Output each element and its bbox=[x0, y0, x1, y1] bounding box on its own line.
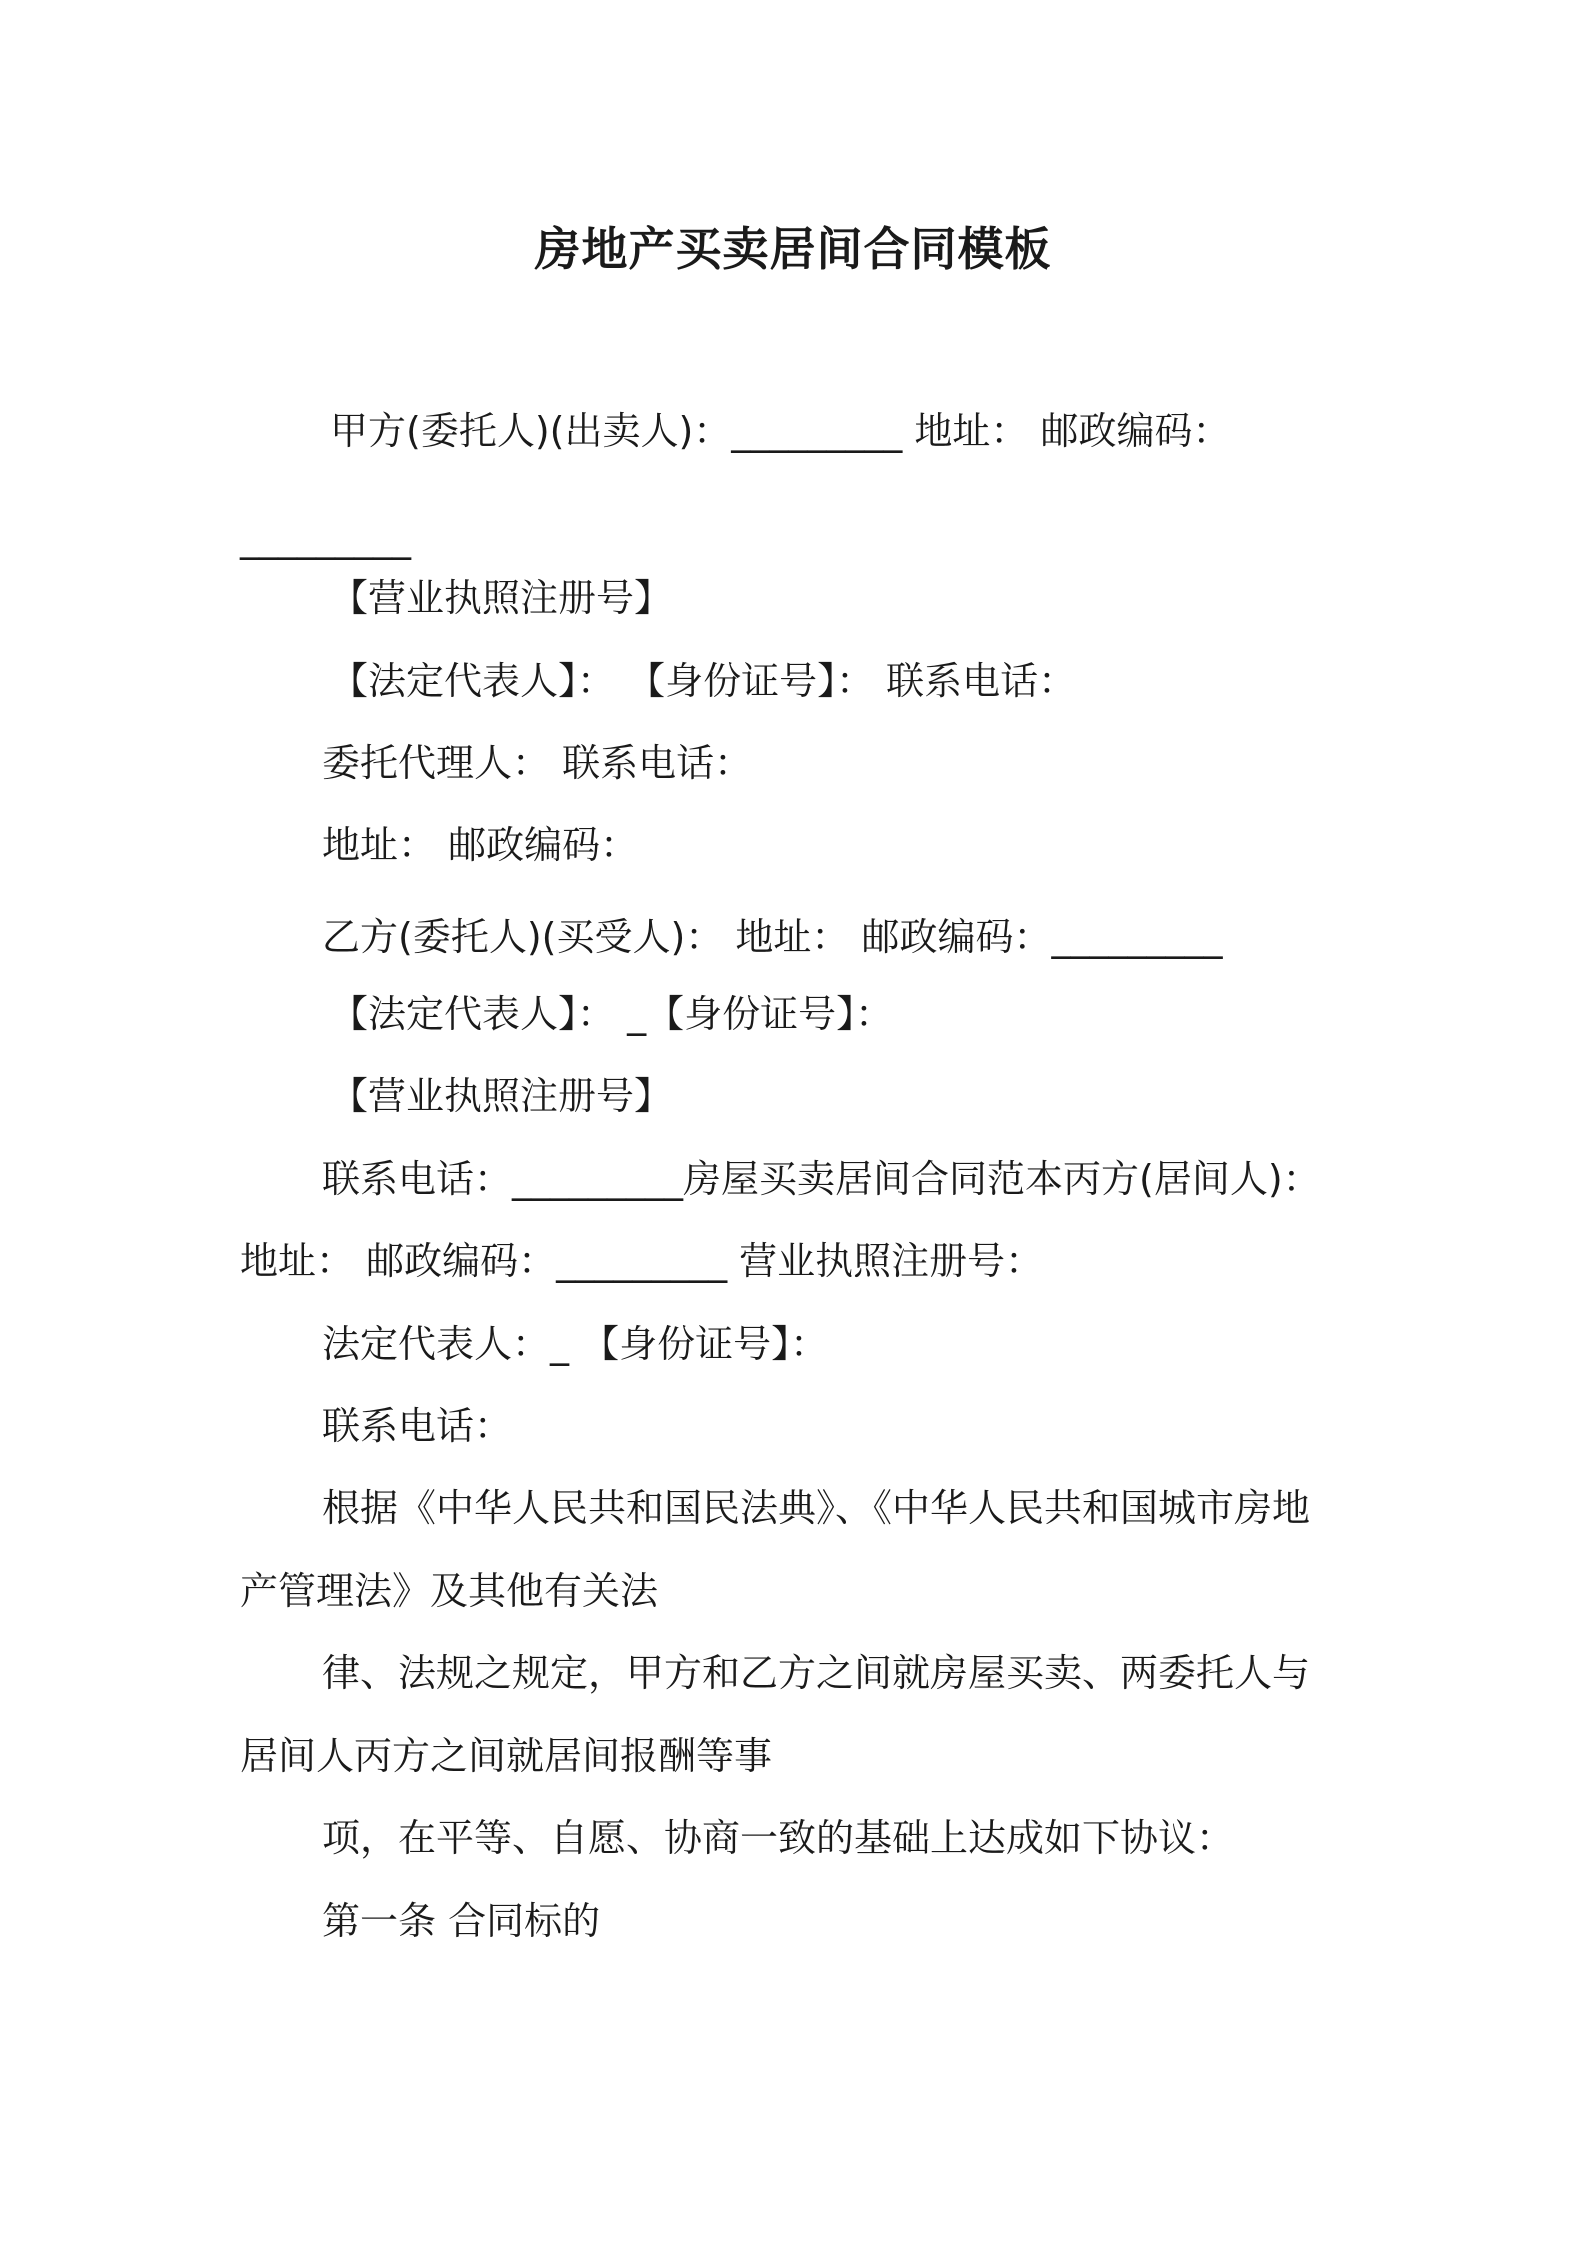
party-c-legal-rep: 法定代表人：_ 【身份证号】： bbox=[322, 1322, 829, 1366]
preamble-line-5: 项，在平等、自愿、协商一致的基础上达成如下协议： bbox=[322, 1816, 1235, 1860]
preamble-line-1: 根据《中华人民共和国民法典》、《中华人民共和国城市房地 bbox=[322, 1486, 1311, 1530]
party-a-address: 地址： 邮政编码： bbox=[322, 823, 639, 867]
party-b-line: 乙方(委托人)(买受人)： 地址： 邮政编码：_________ bbox=[322, 915, 1223, 959]
party-a-line: 甲方(委托人)(出卖人)：_________ 地址： 邮政编码： bbox=[330, 409, 1231, 453]
party-a-agent: 委托代理人： 联系电话： bbox=[322, 741, 753, 785]
preamble-line-3: 律、法规之规定，甲方和乙方之间就房屋买卖、两委托人与 bbox=[322, 1651, 1311, 1695]
party-c-phone: 联系电话： bbox=[322, 1404, 513, 1448]
preamble-line-2: 产管理法》及其他有关法 bbox=[240, 1569, 659, 1613]
party-a-legal-rep: 【法定代表人】： 【身份证号】： 联系电话： bbox=[330, 659, 1077, 703]
preamble-line-4: 居间人丙方之间就居间报酬等事 bbox=[240, 1734, 773, 1778]
party-b-phone-party-c: 联系电话：_________房屋买卖居间合同范本丙方(居间人)： bbox=[322, 1157, 1321, 1201]
party-c-address: 地址： 邮政编码：_________ 营业执照注册号： bbox=[240, 1239, 1044, 1283]
party-b-business-license: 【营业执照注册号】 bbox=[330, 1074, 673, 1118]
party-a-business-license: 【营业执照注册号】 bbox=[330, 576, 673, 620]
party-b-legal-rep: 【法定代表人】： _【身份证号】： bbox=[330, 992, 894, 1036]
party-a-postcode-blank: _________ bbox=[240, 516, 411, 560]
article-1-heading: 第一条 合同标的 bbox=[322, 1899, 601, 1943]
document-title: 房地产买卖居间合同模板 bbox=[534, 222, 1052, 276]
